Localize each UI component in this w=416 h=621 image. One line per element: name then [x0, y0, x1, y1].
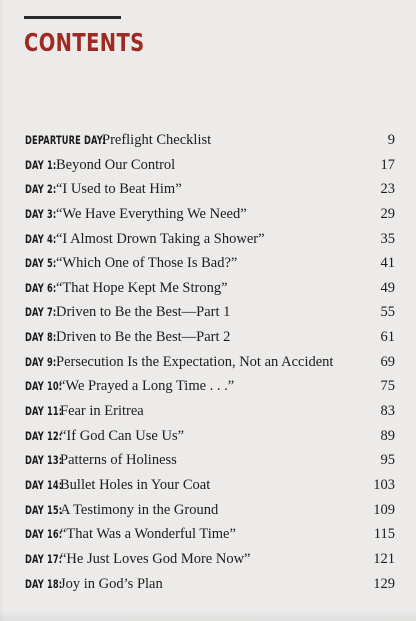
- page-number: 49: [380, 279, 395, 296]
- page-number: 95: [380, 452, 395, 469]
- day-label: DAY 12:: [25, 428, 63, 443]
- day-label: DAY 6:: [25, 280, 57, 295]
- page-number: 75: [380, 378, 395, 395]
- contents-heading: CONTENTS: [24, 28, 145, 57]
- chapter-title: “If God Can Use Us”: [60, 427, 185, 444]
- day-label: DAY 4:: [25, 231, 57, 246]
- day-label: DAY 15:: [25, 502, 63, 517]
- chapter-title: Bullet Holes in Your Coat: [60, 476, 211, 493]
- chapter-title: Beyond Our Control: [56, 156, 176, 173]
- day-label: DEPARTURE DAY:: [25, 133, 106, 147]
- toc-entry: [25, 498, 395, 523]
- toc-entry: [25, 473, 395, 498]
- toc-entry: [25, 276, 395, 301]
- day-label: DAY 5:: [25, 256, 57, 271]
- chapter-title: “Which One of Those Is Bad?”: [56, 255, 238, 272]
- page-number: 17: [380, 156, 395, 173]
- chapter-title: “I Used to Beat Him”: [56, 181, 182, 198]
- page-number: 115: [373, 526, 395, 543]
- page-number: 129: [373, 575, 395, 592]
- chapter-title: Persecution Is the Expectation, Not an Accident: [56, 353, 334, 370]
- day-label: DAY 11:: [25, 404, 63, 419]
- page-number: 83: [380, 403, 395, 420]
- day-label: DAY 10:: [25, 379, 63, 394]
- toc-entry: [25, 325, 395, 350]
- toc-entry: [25, 547, 395, 572]
- chapter-title: “We Have Everything We Need”: [56, 205, 247, 222]
- chapter-title: “He Just Loves God More Now”: [60, 550, 251, 567]
- chapter-title: Driven to Be the Best—Part 2: [56, 329, 231, 346]
- toc-entry: [25, 399, 395, 424]
- chapter-title: “That Was a Wonderful Time”: [60, 526, 236, 543]
- chapter-title: “I Almost Drown Taking a Shower”: [56, 230, 265, 247]
- chapter-title: Fear in Eritrea: [60, 403, 144, 420]
- toc-entry: [25, 128, 395, 153]
- page-number: 61: [380, 329, 395, 346]
- chapter-title: Joy in God’s Plan: [60, 575, 163, 592]
- day-label: DAY 1:: [25, 157, 57, 172]
- toc-entry: [25, 177, 395, 202]
- toc-entry: [25, 350, 395, 375]
- chapter-title: “We Prayed a Long Time . . .”: [59, 378, 235, 395]
- page-number: 69: [380, 353, 395, 370]
- toc-entry: [25, 424, 395, 449]
- toc-entry: [25, 251, 395, 276]
- day-label: DAY 17:: [25, 551, 63, 566]
- toc-entry: [25, 227, 395, 252]
- toc-entry: [25, 448, 395, 473]
- toc-entry: [25, 572, 395, 597]
- day-label: DAY 2:: [25, 182, 57, 197]
- page-number: 41: [380, 255, 395, 272]
- page-number: 89: [380, 427, 395, 444]
- page-number: 9: [387, 132, 395, 148]
- page-number: 29: [380, 205, 395, 222]
- day-label: DAY 9:: [25, 354, 57, 369]
- toc-entry: [25, 522, 395, 547]
- chapter-title: Preflight Checklist: [102, 132, 212, 148]
- page-number: 55: [380, 304, 395, 321]
- chapter-title: Patterns of Holiness: [60, 452, 177, 469]
- chapter-title: “That Hope Kept Me Strong”: [56, 279, 228, 296]
- day-label: DAY 7:: [25, 305, 57, 320]
- page-number: 121: [373, 550, 395, 567]
- toc-entry: [25, 153, 395, 178]
- day-label: DAY 18:: [25, 576, 63, 591]
- page-number: 23: [380, 181, 395, 198]
- toc-entry: [25, 202, 395, 227]
- page-number: 103: [373, 476, 395, 493]
- page-number: 109: [373, 501, 395, 518]
- day-label: DAY 14:: [25, 477, 63, 492]
- chapter-title: Driven to Be the Best—Part 1: [56, 304, 231, 321]
- day-label: DAY 13:: [25, 453, 63, 468]
- page-number: 35: [380, 230, 395, 247]
- day-label: DAY 16:: [25, 527, 63, 542]
- chapter-title: A Testimony in the Ground: [60, 501, 219, 518]
- table-of-contents: [25, 128, 395, 596]
- toc-entry: [25, 374, 395, 399]
- title-rule: [24, 16, 121, 19]
- day-label: DAY 3:: [25, 206, 57, 221]
- day-label: DAY 8:: [25, 330, 57, 345]
- toc-entry: [25, 300, 395, 325]
